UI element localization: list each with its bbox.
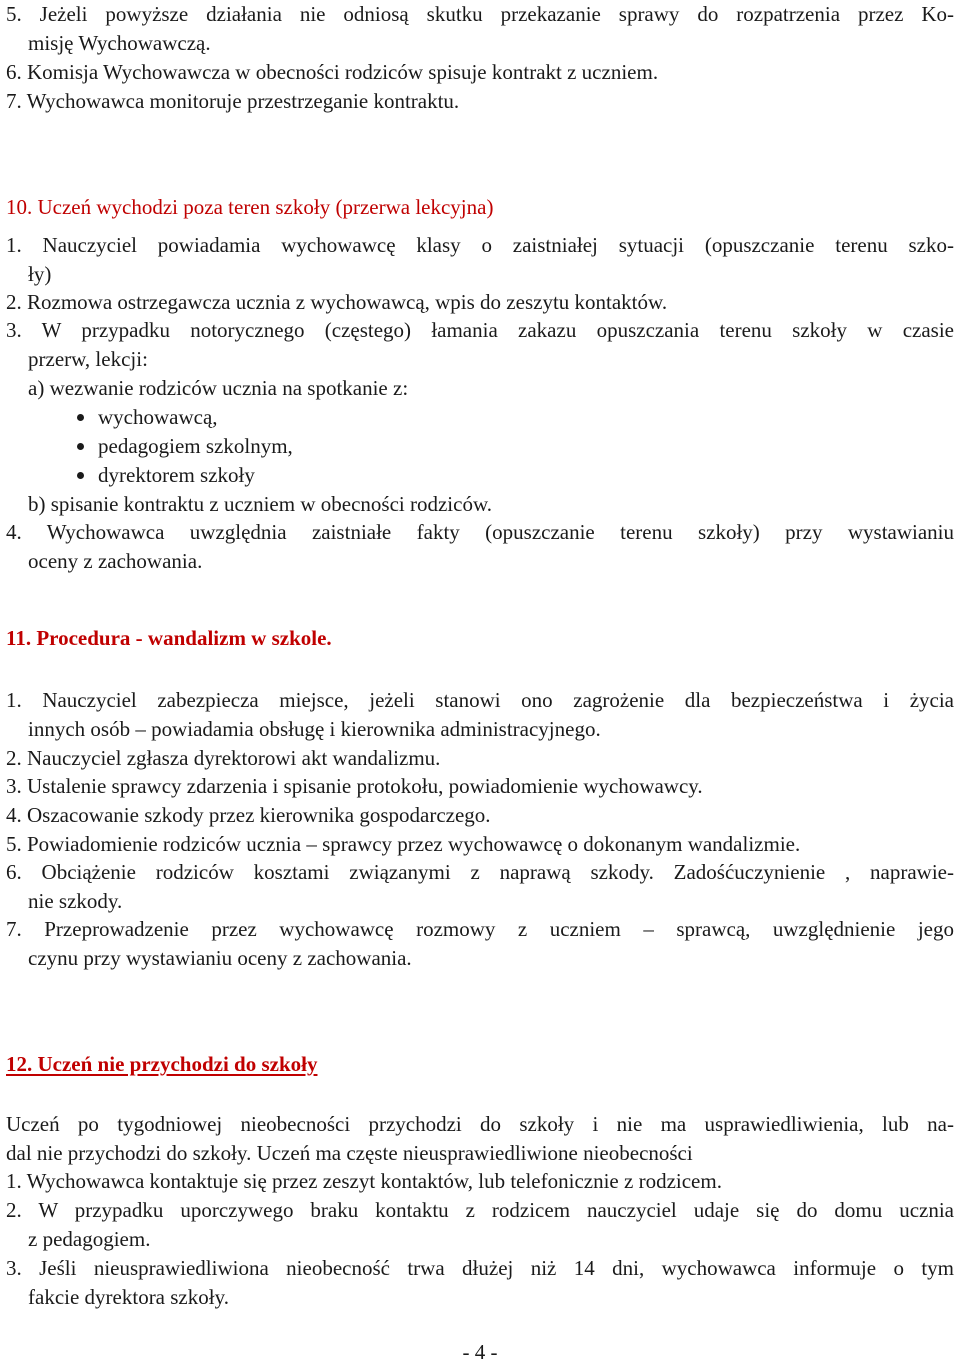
section-11-item-4: 4. Oszacowanie szkody przez kierownika gospodarczego. xyxy=(6,803,491,827)
intro-item-5-line-1: 5. Jeżeli powyższe działania nie odniosą skutku przekazanie sprawy do rozpatrzenia przez Ko- xyxy=(6,2,954,26)
section-12-item-2-line-2: z pedagogiem. xyxy=(28,1227,151,1251)
section-10-sub-b: b) spisanie kontraktu z uczniem w obecności rodziców. xyxy=(28,492,492,516)
section-11-item-3: 3. Ustalenie sprawcy zdarzenia i spisanie protokołu, powiadomienie wychowawcy. xyxy=(6,774,703,798)
section-11-item-7-line-1: 7. Przeprowadzenie przez wychowawcę rozmowy z uczniem – sprawcą, uwzględnienie jego xyxy=(6,917,954,941)
section-12-intro-line-1: Uczeń po tygodniowej nieobecności przychodzi do szkoły i nie ma usprawiedliwienia, lub na- xyxy=(6,1112,954,1136)
section-10-bullet-3: dyrektorem szkoły xyxy=(98,463,255,487)
section-12-item-1: 1. Wychowawca kontaktuje się przez zeszyt kontaktów, lub telefonicznie z rodzicem. xyxy=(6,1169,722,1193)
section-12-intro-line-2: dal nie przychodzi do szkoły. Uczeń ma częste nieusprawiedliwione nieobecności xyxy=(6,1141,693,1165)
section-11-item-1-line-2: innych osób – powiadamia obsługę i kierownika administracyjnego. xyxy=(28,717,601,741)
section-12-heading: 12. Uczeń nie przychodzi do szkoły xyxy=(6,1052,318,1076)
section-10-bullet-1: wychowawcą, xyxy=(98,405,218,429)
section-12-item-3-line-1: 3. Jeśli nieusprawiedliwiona nieobecność trwa dłużej niż 14 dni, wychowawca informuje o tym xyxy=(6,1256,954,1280)
section-10-item-3-line-2: przerw, lekcji: xyxy=(28,347,148,371)
section-10-item-1-line-2: ły) xyxy=(28,262,52,286)
intro-item-7: 7. Wychowawca monitoruje przestrzeganie kontraktu. xyxy=(6,89,460,113)
intro-item-5-line-2: misję Wychowawczą. xyxy=(28,31,211,55)
section-10-item-4-line-2: oceny z zachowania. xyxy=(28,549,203,573)
page-number: - 4 - xyxy=(462,1340,498,1364)
section-10-item-2: 2. Rozmowa ostrzegawcza ucznia z wychowawcą, wpis do zeszytu kontaktów. xyxy=(6,290,668,314)
section-11-item-6-line-1: 6. Obciążenie rodziców kosztami związanymi z naprawą szkody. Zadośćuczynienie , naprawie- xyxy=(6,860,954,884)
section-10-item-3-line-1: 3. W przypadku notorycznego (częstego) łamania zakazu opuszczania terenu szkoły w czasie xyxy=(6,318,954,342)
section-10-bullet-2: pedagogiem szkolnym, xyxy=(98,434,293,458)
section-11-heading: 11. Procedura - wandalizm w szkole. xyxy=(6,626,332,650)
section-11-item-6-line-2: nie szkody. xyxy=(28,889,123,913)
section-10-sub-a: a) wezwanie rodziców ucznia na spotkanie z: xyxy=(28,376,409,400)
section-10-item-4-line-1: 4. Wychowawca uwzględnia zaistniałe fakty (opuszczanie terenu szkoły) przy wystawianiu xyxy=(6,520,954,544)
bullet-dot-icon xyxy=(77,443,84,450)
section-11-item-2: 2. Nauczyciel zgłasza dyrektorowi akt wandalizmu. xyxy=(6,746,441,770)
section-11-item-7-line-2: czynu przy wystawianiu oceny z zachowania. xyxy=(28,946,412,970)
section-12-item-3-line-2: fakcie dyrektora szkoły. xyxy=(28,1285,229,1309)
section-11-item-5: 5. Powiadomienie rodziców ucznia – sprawcy przez wychowawcę o dokonanym wandalizmie. xyxy=(6,832,801,856)
section-12-item-2-line-1: 2. W przypadku uporczywego braku kontaktu z rodzicem nauczyciel udaje się do domu ucznia xyxy=(6,1198,954,1222)
intro-item-6: 6. Komisja Wychowawcza w obecności rodziców spisuje kontrakt z uczniem. xyxy=(6,60,659,84)
bullet-dot-icon xyxy=(77,472,84,479)
bullet-dot-icon xyxy=(77,414,84,421)
section-11-item-1-line-1: 1. Nauczyciel zabezpiecza miejsce, jeżeli stanowi ono zagrożenie dla bezpieczeństwa i życia xyxy=(6,688,954,712)
section-10-item-1-line-1: 1. Nauczyciel powiadamia wychowawcę klasy o zaistniałej sytuacji (opuszczanie terenu szko- xyxy=(6,233,954,257)
section-10-heading: 10. Uczeń wychodzi poza teren szkoły (przerwa lekcyjna) xyxy=(6,195,494,219)
